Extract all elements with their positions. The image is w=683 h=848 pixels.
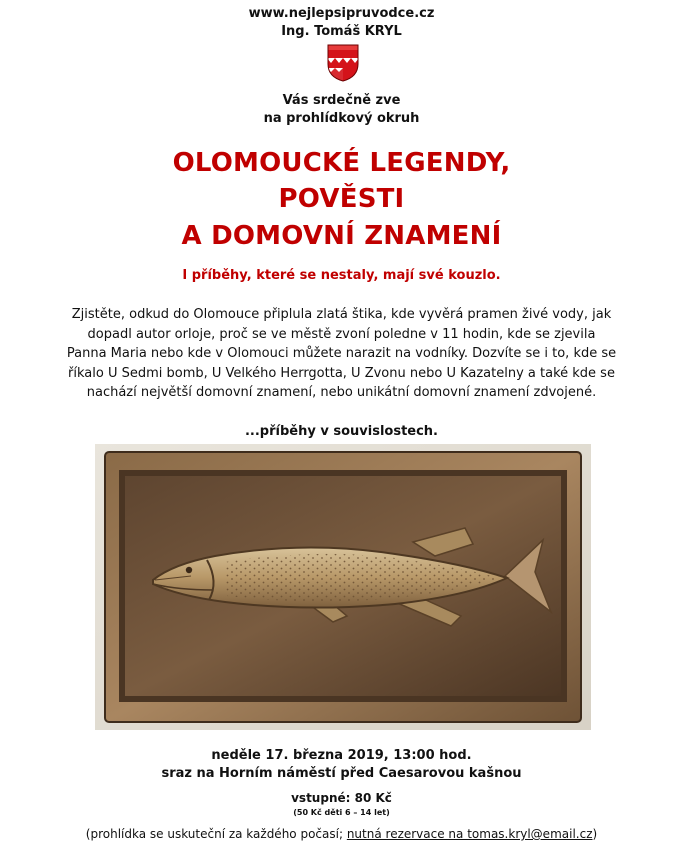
invitation-line-1: Vás srdečně zve <box>282 93 401 108</box>
coat-of-arms-icon <box>327 44 359 82</box>
reservation-link[interactable]: nutná rezervace na tomas.kryl@email.cz <box>346 827 593 841</box>
title-line-1: OLOMOUCKÉ LEGENDY, <box>172 148 511 178</box>
author-name: Ing. Tomáš KRYL <box>281 24 402 39</box>
footer-note <box>0 827 683 841</box>
title-line-2: POVĚSTI <box>278 184 405 214</box>
invitation-line-2: na prohlídkový okruh <box>263 111 420 126</box>
admission-price: vstupné: 80 Kč <box>291 791 392 805</box>
website-url: www.nejlepsipruvodce.cz <box>248 6 435 21</box>
event-date: neděle 17. března 2019, 13:00 hod. <box>211 748 472 763</box>
child-discount: (50 Kč děti 6 – 14 let) <box>293 808 390 817</box>
meeting-point: sraz na Horním náměstí před Caesarovou kašnou <box>161 766 522 781</box>
footer-close: ) <box>592 827 598 841</box>
description: Zjistěte, odkud do Olomouce připlula zlatá štika, kde vyvěrá pramen živé vody, jak dopadl autor orloje, proč se ve městě zvoní poledne v 11 hodin, kde se zjevila Panna Maria nebo kde v Olomouci můžete narazit na vodníky. Dozvíte se i to, kde se říkalo U Sedmi bomb, U Velkého Herrgotta, U Zvonu nebo U Kazatelny a také kde se nachází největší domovní znamení, nebo unikátní domovní znamení zdvojené. <box>66 307 617 400</box>
subtitle: I příběhy, které se nestaly, mají své kouzlo. <box>182 268 501 283</box>
pike-relief-photo <box>95 444 591 730</box>
title-line-3: A DOMOVNÍ ZNAMENÍ <box>181 221 502 251</box>
weather-note: (prohlídka se uskuteční za každého počasí; <box>85 827 343 841</box>
stories-tagline: ...příběhy v souvislostech. <box>244 424 438 439</box>
